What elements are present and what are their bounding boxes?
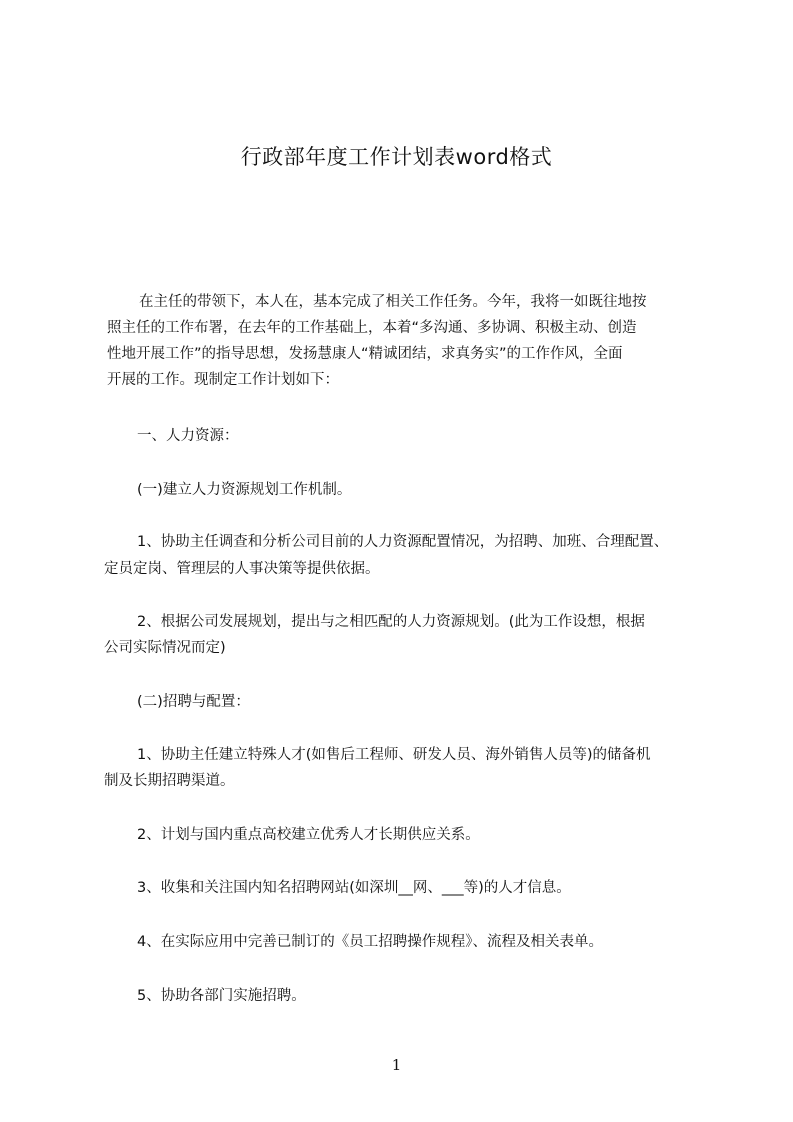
recruitment-item-4: 4、在实际应用中完善已制订的《员工招聘操作规程》、流程及相关表单。 <box>137 934 603 950</box>
recruitment-item-1-line-2: 制及长期招聘渠道。 <box>104 773 235 789</box>
subsection-heading-recruitment: (二)招聘与配置： <box>137 694 250 710</box>
recruitment-item-5: 5、协助各部门实施招聘。 <box>137 988 306 1004</box>
planning-item-1-line-2: 定员定岗、管理层的人事决策等提供依据。 <box>104 561 380 577</box>
intro-line-2: 照主任的工作布署，在去年的工作基础上，本着“多沟通、多协调、积极主动、创造 <box>107 320 637 336</box>
recruitment-item-3: 3、收集和关注国内知名招聘网站(如深圳__网、___等)的人才信息。 <box>137 880 571 896</box>
section-heading-human-resources: 一、人力资源： <box>137 428 239 444</box>
intro-line-4: 开展的工作。现制定工作计划如下： <box>107 372 339 388</box>
planning-item-1-line-1: 1、协助主任调查和分析公司目前的人力资源配置情况，为招聘、加班、合理配置、 <box>137 534 669 550</box>
intro-line-1: 在主任的带领下，本人在，基本完成了相关工作任务。今年，我将一如既往地按 <box>139 294 647 310</box>
subsection-heading-planning: (一)建立人力资源规划工作机制。 <box>137 482 352 498</box>
page-number: 1 <box>391 1056 402 1074</box>
planning-item-2-line-1: 2、根据公司发展规划，提出与之相匹配的人力资源规划。(此为工作设想，根据 <box>137 614 645 630</box>
recruitment-item-1-line-1: 1、协助主任建立特殊人才(如售后工程师、研发人员、海外销售人员等)的储备机 <box>137 747 651 763</box>
intro-line-3: 性地开展工作”的指导思想，发扬慧康人“精诚团结，求真务实”的工作作风，全面 <box>107 346 623 362</box>
recruitment-item-2: 2、计划与国内重点高校建立优秀人才长期供应关系。 <box>137 827 480 843</box>
document-title: 行政部年度工作计划表word格式 <box>240 145 553 169</box>
planning-item-2-line-2: 公司实际情况而定) <box>104 640 226 656</box>
